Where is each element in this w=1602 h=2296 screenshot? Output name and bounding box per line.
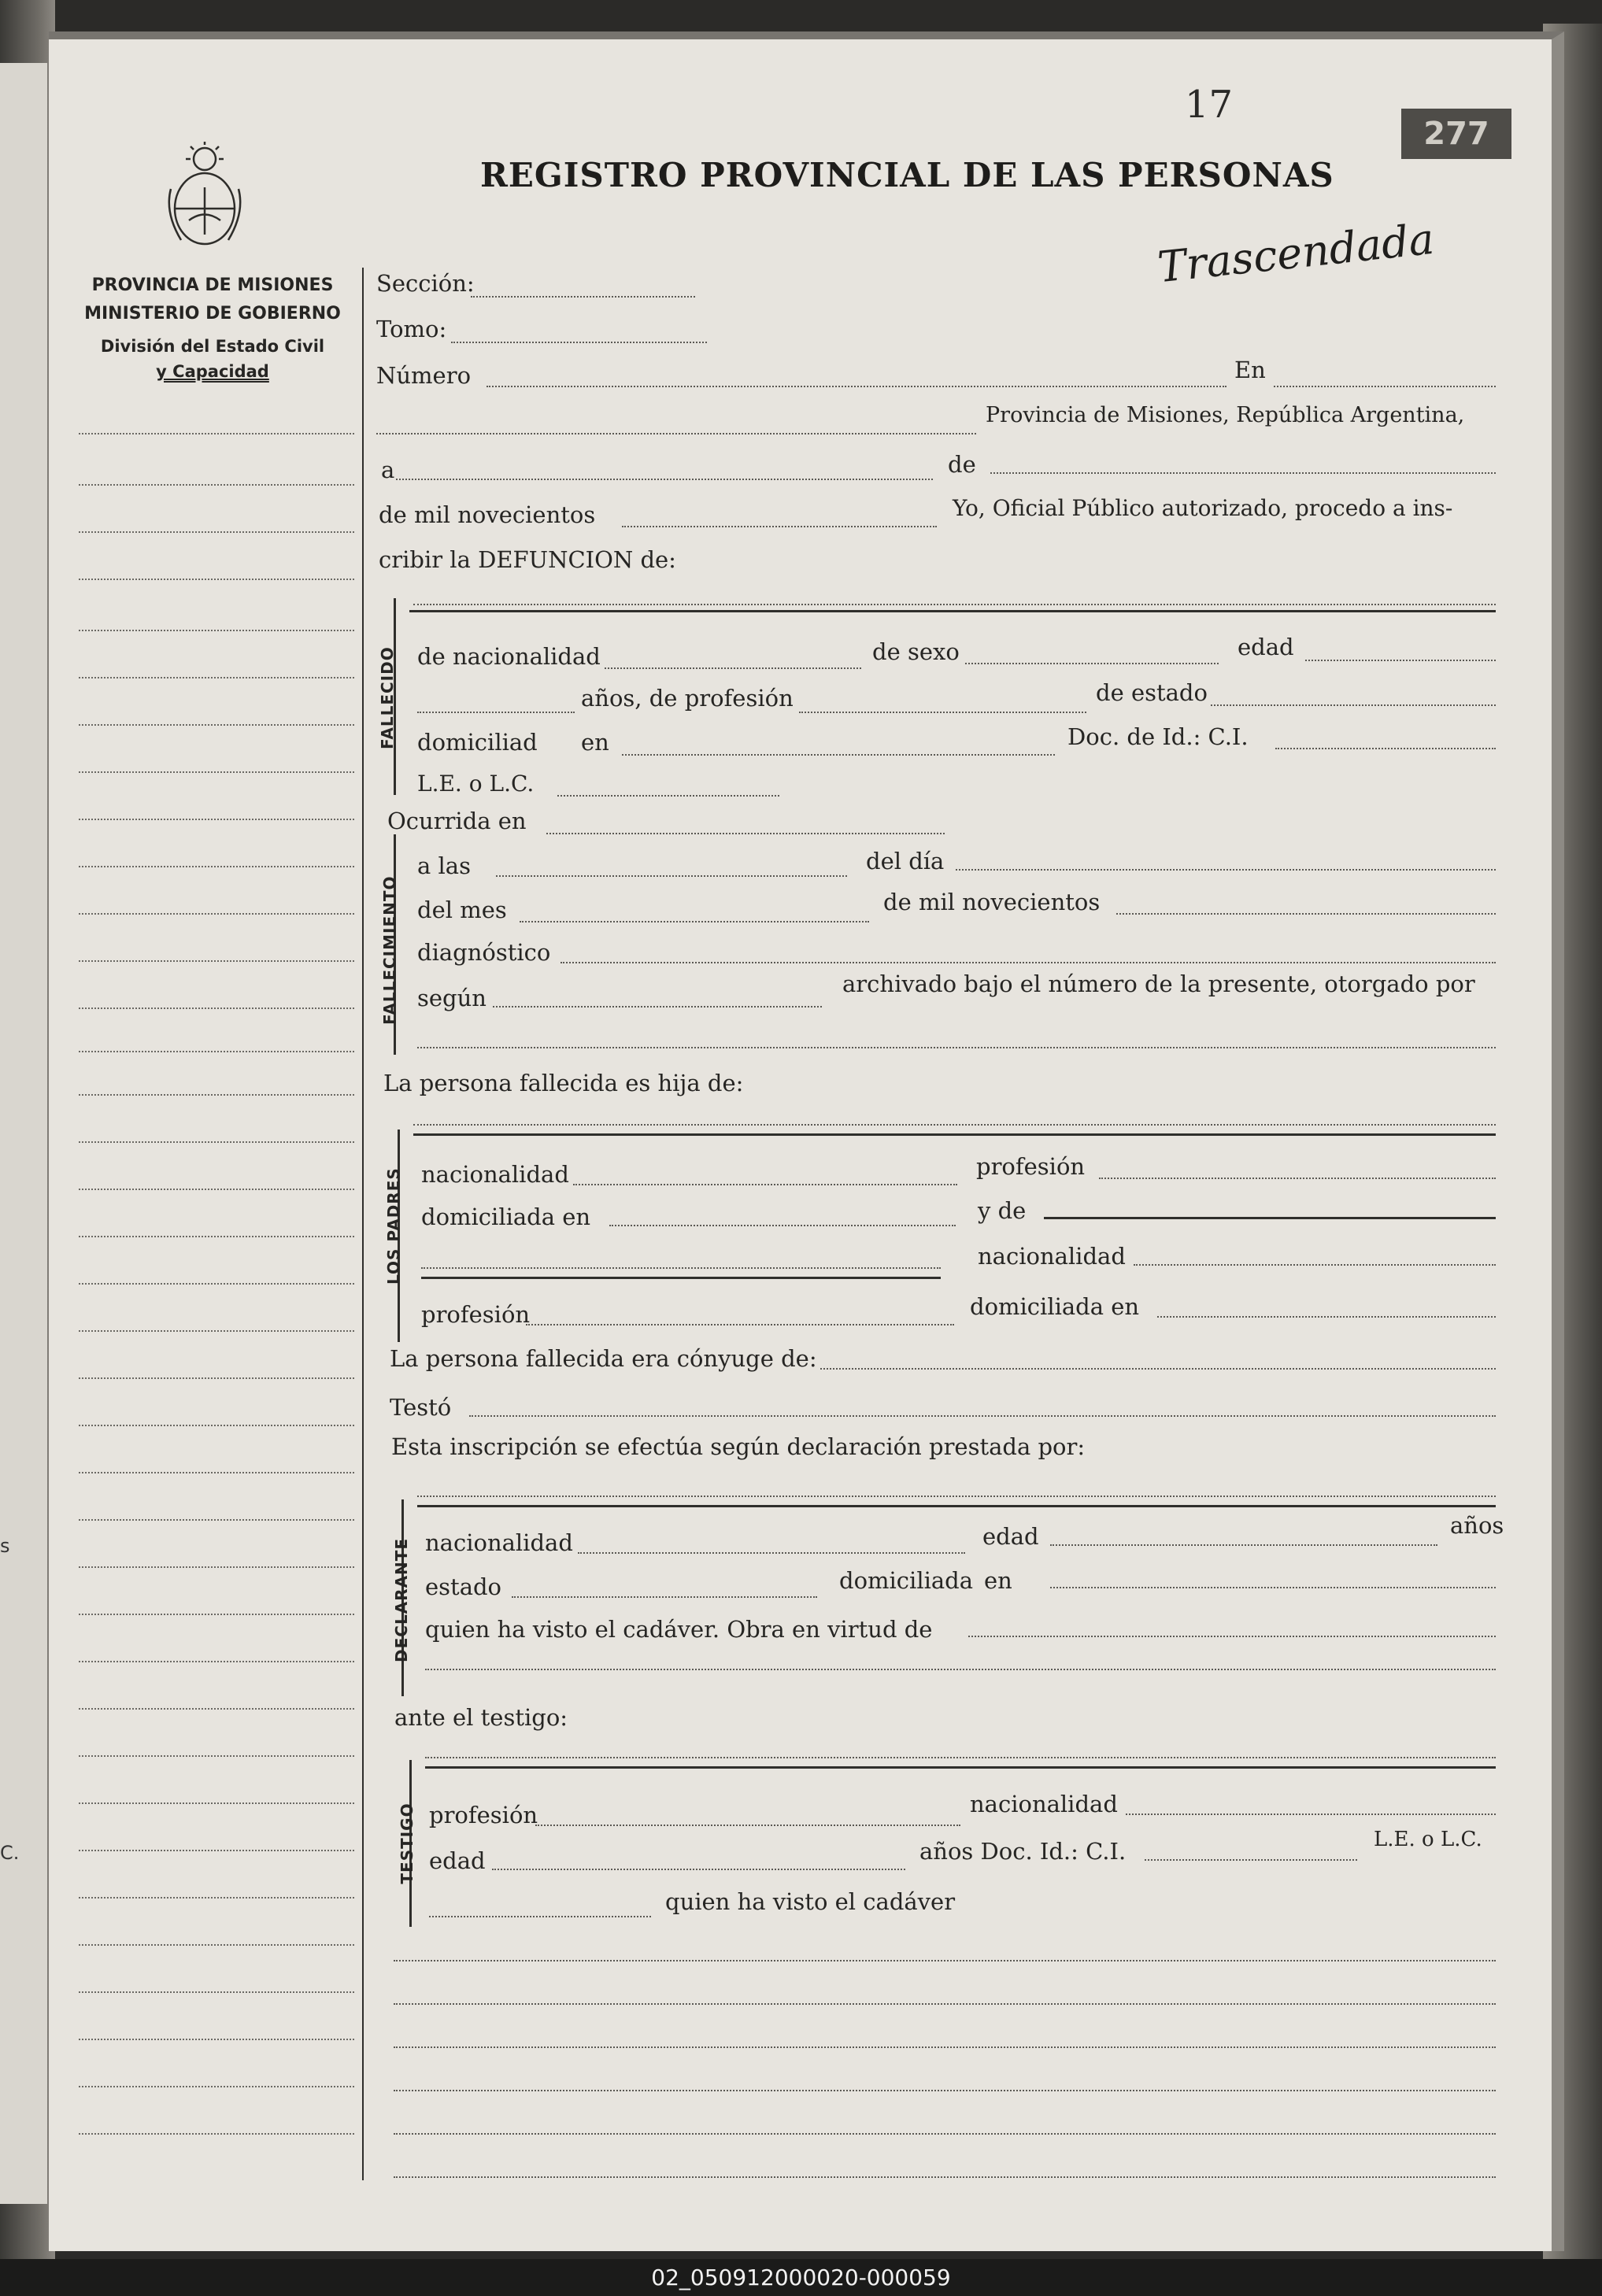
label-padres-profesion: profesión [976, 1153, 1086, 1180]
office-line-3: División del Estado Civil [100, 337, 325, 356]
label-testigo-quien: quien ha visto el cadáver [665, 1888, 956, 1915]
label-de-mil-novecientos-2: de mil novecientos [883, 889, 1101, 915]
section-label-testigo: TESTIGO [398, 1802, 416, 1884]
label-declarante-estado: estado [425, 1573, 502, 1600]
label-le-lc: L.E. o L.C. [417, 771, 535, 797]
label-a-las: a las [417, 852, 471, 879]
label-numero: Número [376, 362, 472, 389]
section-label-padres: LOS PADRES [384, 1167, 403, 1285]
label-diagnostico: diagnóstico [417, 939, 551, 966]
label-de-nacionalidad: de nacionalidad [417, 643, 601, 670]
label-cribir-defuncion: cribir la DEFUNCION de: [379, 546, 676, 573]
label-ante-testigo: ante el testigo: [394, 1704, 568, 1731]
label-de-sexo: de sexo [872, 638, 960, 665]
label-inscripcion: Esta inscripción se efectúa según declaración prestada por: [391, 1433, 1086, 1460]
label-del-mes: del mes [417, 897, 507, 923]
label-testigo-nacionalidad: nacionalidad [970, 1791, 1118, 1817]
office-line-4: y Capacidad [156, 362, 269, 381]
label-testigo-edad: edad [429, 1847, 486, 1874]
label-doc-id: Doc. de Id.: C.I. [1067, 723, 1249, 750]
label-de-estado: de estado [1096, 679, 1208, 706]
label-testigo-anos-doc: años Doc. Id.: C.I. [919, 1838, 1127, 1865]
stamp-number: 277 [1401, 109, 1511, 159]
label-declarante-quien: quien ha visto el cadáver. Obra en virtud de [425, 1616, 933, 1643]
label-en-2: en [581, 729, 609, 756]
label-a: a [381, 457, 395, 483]
label-testigo-profesion: profesión [429, 1802, 538, 1828]
label-edad: edad [1238, 634, 1294, 660]
page-title: REGISTRO PROVINCIAL DE LAS PERSONAS [480, 156, 1334, 194]
label-declarante-domiciliada: domiciliada [839, 1567, 974, 1594]
office-line-2: MINISTERIO DE GOBIERNO [84, 304, 341, 324]
label-ocurrida-en: Ocurrida en [387, 808, 527, 834]
label-del-dia: del día [866, 848, 945, 874]
label-conyuge: La persona fallecida era cónyuge de: [390, 1345, 817, 1372]
label-de: de [948, 451, 976, 478]
left-page-fragment: C. [0, 1842, 20, 1864]
label-declarante-nacionalidad: nacionalidad [425, 1529, 573, 1556]
coat-of-arms-icon [161, 142, 248, 248]
label-anos-profesion: años, de profesión [581, 685, 794, 712]
left-page-fragment: s [0, 1535, 10, 1557]
label-padres-profesion-2: profesión [421, 1301, 531, 1328]
section-label-declarante: DECLARANTE [392, 1537, 411, 1662]
label-declarante-edad: edad [982, 1523, 1039, 1550]
label-padres-domiciliada-en: domiciliada en [421, 1203, 591, 1230]
label-yo-oficial: Yo, Oficial Público autorizado, procedo a ins- [953, 495, 1453, 521]
label-seccion: Sección: [376, 270, 475, 297]
image-id-footer: 02_050912000020-000059 [0, 2259, 1602, 2296]
section-label-fallecido: FALLECIDO [378, 646, 397, 749]
label-declarante-en: en [984, 1567, 1012, 1594]
label-padres-nacionalidad: nacionalidad [421, 1161, 569, 1188]
section-label-fallecimiento: FALLECIMIENTO [380, 875, 399, 1025]
label-en: En [1234, 357, 1266, 383]
label-declarante-anos: años [1450, 1512, 1504, 1539]
label-provincia: Provincia de Misiones, República Argentina, [986, 403, 1465, 427]
handwritten-number: 17 [1185, 83, 1234, 127]
label-padres-nacionalidad-2: nacionalidad [978, 1243, 1126, 1270]
handwritten-annotation: Trascendada [1155, 213, 1437, 293]
column-divider [362, 268, 364, 2180]
label-y-de: y de [978, 1197, 1027, 1224]
label-archivado: archivado bajo el número de la presente, otorgado por [842, 971, 1475, 997]
office-line-1: PROVINCIA DE MISIONES [91, 275, 334, 295]
label-testigo-le-lc: L.E. o L.C. [1374, 1828, 1482, 1851]
label-hija-de: La persona fallecida es hija de: [383, 1070, 744, 1096]
label-padres-domiciliada-en-2: domiciliada en [970, 1293, 1140, 1320]
label-de-mil-novecientos: de mil novecientos [379, 501, 596, 528]
label-testo: Testó [390, 1394, 452, 1421]
label-domiciliad: domiciliad [417, 729, 538, 756]
left-page [0, 63, 47, 2204]
label-tomo: Tomo: [376, 316, 447, 342]
label-segun: según [417, 985, 487, 1011]
